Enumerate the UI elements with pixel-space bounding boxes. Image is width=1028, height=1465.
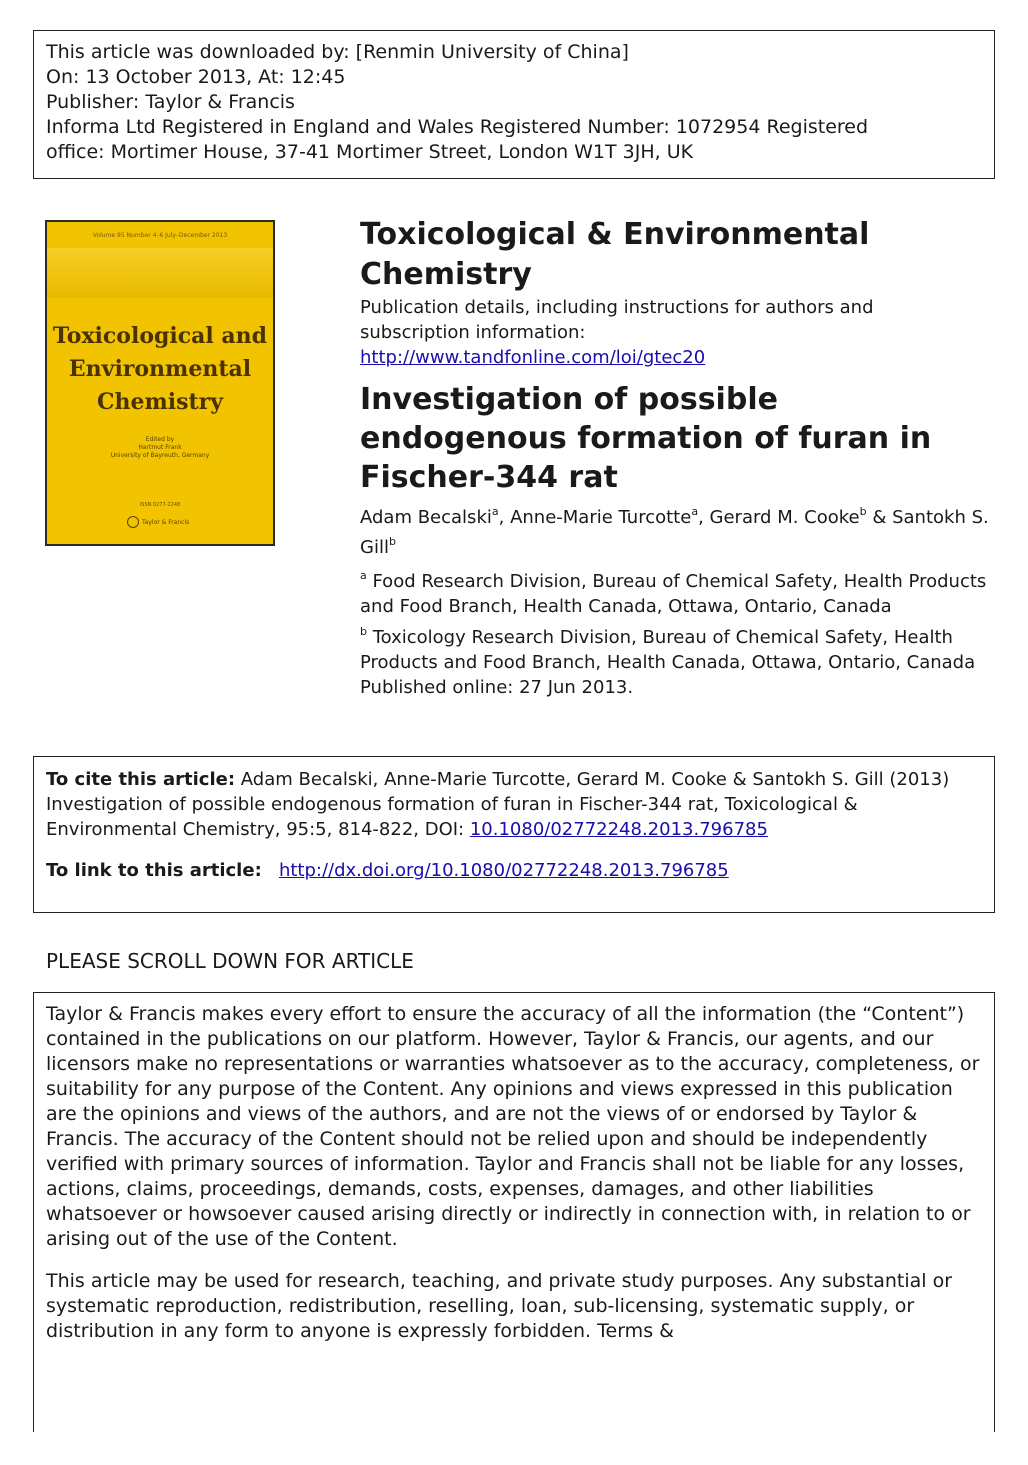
- journal-url-link[interactable]: http://www.tandfonline.com/loi/gtec20: [360, 347, 706, 368]
- affiliation-mark: b: [360, 625, 367, 638]
- download-date-line: On: 13 October 2013, At: 12:45: [46, 66, 346, 88]
- author-name: Adam Becalski: [360, 507, 492, 528]
- affiliation-text: Food Research Division, Bureau of Chemical Safety, Health Products and Food Branch, Health Canada, Ottawa, Ontario, Canada: [360, 571, 987, 617]
- cover-volume-line: Volume 95 Number 4–6 July–December 2013: [92, 232, 228, 239]
- usage-paragraph: This article may be used for research, teaching, and private study purposes. Any substantial or systematic reproduction, redistribution, reselling, loan, sub-licensing, systematic supply, or distribution in any form to anyone is expressly forbidden. Terms &: [46, 1270, 953, 1342]
- doi-link[interactable]: 10.1080/02772248.2013.796785: [469, 819, 768, 840]
- registration-line: Informa Ltd Registered in England and Wales Registered Number: 1072954 Registered: [46, 116, 869, 138]
- cover-editor: Edited by Hartmut Frank University of Bayreuth, Germany: [110, 436, 210, 459]
- download-notice-box: [33, 30, 995, 179]
- cover-band: [47, 248, 273, 298]
- publication-details-line1: Publication details, including instructions for authors and: [360, 297, 874, 318]
- author-affiliation-mark: a: [491, 505, 499, 518]
- article-info: [360, 215, 990, 700]
- citation: [46, 767, 982, 842]
- cite-text: Adam Becalski, Anne-Marie Turcotte, Gerard M. Cooke & Santokh S. Gill (2013) Investigation of possible endogenous formation of furan in Fischer-344 rat, Toxicological & Environmental Chemistry, 95:5, 814-822, DOI:: [46, 769, 950, 840]
- article-url-link[interactable]: http://dx.doi.org/10.1080/02772248.2013.796785: [278, 860, 729, 881]
- cover-issn: ISSN 0277-2248: [139, 502, 181, 508]
- publisher-line: Publisher: Taylor & Francis: [46, 91, 295, 113]
- author-name: Anne-Marie Turcotte: [510, 507, 692, 528]
- cover-title: Toxicological and Environmental Chemistry: [52, 323, 268, 415]
- author-separator: &: [866, 507, 893, 528]
- author-list: [360, 503, 990, 563]
- download-line: This article was downloaded by: [Renmin University of China]: [46, 41, 629, 63]
- published-online: Published online: 27 Jun 2013.: [360, 677, 634, 698]
- author-separator: ,: [498, 507, 511, 528]
- article-title: Investigation of possible endogenous formation of furan in Fischer-344 rat: [360, 382, 932, 495]
- cite-label: To cite this article:: [46, 769, 236, 790]
- disclaimer-box: [33, 992, 995, 1432]
- author-affiliation-mark: b: [859, 505, 867, 518]
- cover-publisher-name: Taylor & Francis: [142, 518, 190, 526]
- citation-box: [33, 756, 995, 913]
- author-affiliation-mark: b: [388, 535, 396, 548]
- disclaimer-paragraph: Taylor & Francis makes every effort to ensure the accuracy of all the information (the “Content”) contained in the publications on our platform. However, Taylor & Francis, our agents, and our licensors make no representations or warranties whatsoever as to the accuracy, completeness, or suitability for any purpose of the Content. Any opinions and views expressed in this publication are the opinions and views of the authors, and are not the views of or endorsed by Taylor & Francis. The accuracy of the Content should not be relied upon and should be independently verified with primary sources of information. Taylor and Francis shall not be liable for any losses, actions, claims, proceedings, demands, costs, expenses, damages, and other liabilities whatsoever or howsoever caused arising directly or indirectly in connection with, in relation to or arising out of the use of the Content.: [46, 1003, 980, 1250]
- office-line: office: Mortimer House, 37-41 Mortimer Street, London W1T 3JH, UK: [46, 141, 694, 163]
- author-name: Gerard M. Cooke: [709, 507, 860, 528]
- author-separator: ,: [698, 507, 710, 528]
- affiliation-mark: a: [360, 569, 367, 582]
- link-label: To link to this article:: [46, 860, 262, 881]
- affiliation-b: [360, 625, 990, 675]
- journal-cover-image: [45, 220, 275, 546]
- affiliation-text: Toxicology Research Division, Bureau of Chemical Safety, Health Products and Food Branch, Health Canada, Ottawa, Ontario, Canada: [360, 627, 976, 673]
- cover-publisher: [127, 516, 189, 528]
- journal-title: Toxicological & Environmental Chemistry: [360, 217, 870, 292]
- affiliation-a: [360, 569, 990, 619]
- article-link-row: [46, 858, 982, 883]
- publication-details-line2: subscription information:: [360, 322, 586, 343]
- scroll-down-note: PLEASE SCROLL DOWN FOR ARTICLE: [46, 949, 414, 973]
- publisher-logo-icon: [127, 516, 139, 528]
- author-name: Santokh S. Gill: [360, 507, 989, 558]
- author-affiliation-mark: a: [691, 505, 699, 518]
- publication-details: [360, 295, 990, 370]
